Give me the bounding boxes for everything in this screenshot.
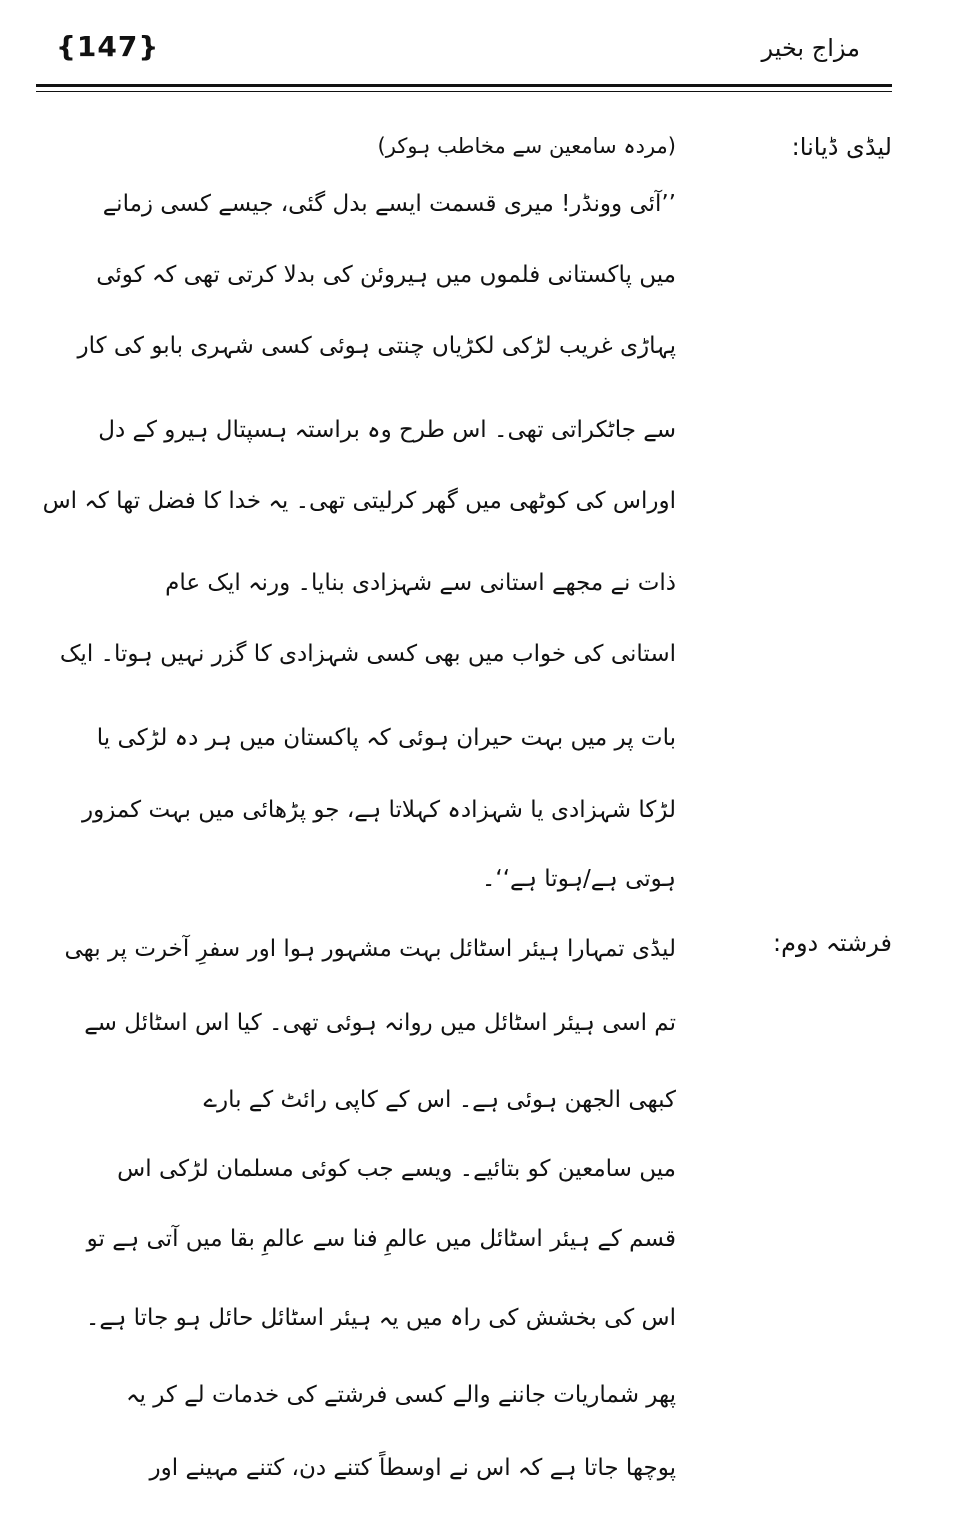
text-line: تم اسی ہیئر اسٹائل میں روانہ ہوئی تھی۔ کیا اس اسٹائل سے (84, 1010, 676, 1036)
speaker-lady-diana: لیڈی ڈیانا: (791, 133, 892, 161)
header-rule (36, 84, 892, 87)
text-line: بات پر میں بہت حیران ہوئی کہ پاکستان میں ہر دہ لڑکی یا (96, 725, 676, 751)
text-line: استانی کی خواب میں بھی کسی شہزادی کا گزر نہیں ہوتا۔ ایک (59, 641, 676, 667)
text-line: پہاڑی غریب لڑکی لکڑیاں چنتی ہوئی کسی شہری بابو کی کار (77, 333, 676, 359)
text-line: میں پاکستانی فلموں میں ہیروئن کی بدلا کرتی تھی کہ کوئی (96, 262, 676, 288)
text-line: ہوتی ہے/ہوتا ہے‘‘۔ (481, 866, 676, 892)
text-line: اس کی بخشش کی راہ میں یہ ہیئر اسٹائل حائل ہو جاتا ہے۔ (85, 1305, 676, 1331)
text-line: لیڈی تمہارا ہیئر اسٹائل بہت مشہور ہوا اور سفرِ آخرت پر بھی (64, 936, 676, 962)
text-line: پھر شماریات جاننے والے کسی فرشتے کی خدمات لے کر یہ (126, 1382, 676, 1408)
text-line: پوچھا جاتا ہے کہ اس نے اوسطاً کتنے دن، کتنے مہینے اور (149, 1455, 676, 1481)
speaker-second-angel: فرشتہ دوم: (773, 929, 892, 957)
text-line: میں سامعین کو بتائیے۔ ویسے جب کوئی مسلمان لڑکی اس (117, 1156, 676, 1182)
text-line: لڑکا شہزادی یا شہزادہ کہلاتا ہے، جو پڑھائی میں بہت کمزور (81, 797, 676, 823)
text-line: اوراس کی کوٹھی میں گھر کرلیتی تھی۔ یہ خدا کا فضل تھا کہ اس (42, 488, 676, 514)
text-line: کبھی الجھن ہوئی ہے۔ اس کے کاپی رائٹ کے بارے (203, 1087, 676, 1113)
text-line: ’’آئی وونڈر! میری قسمت ایسے بدل گئی، جیسے کسی زمانے (102, 191, 676, 217)
stage-direction: (مردہ سامعین سے مخاطب ہوکر) (377, 134, 676, 158)
page-number: {147} (56, 30, 160, 63)
text-line: سے جاٹکراتی تھی۔ اس طرح وہ براستہ ہسپتال ہیرو کے دل (98, 417, 676, 443)
header-rule-thin (36, 91, 892, 92)
text-line: ذات نے مجھے استانی سے شہزادی بنایا۔ ورنہ ایک عام (165, 570, 676, 596)
text-line: قسم کے ہیئر اسٹائل میں عالمِ فنا سے عالمِ بقا میں آتی ہے تو (86, 1226, 676, 1252)
book-title: مزاج بخیر (761, 34, 860, 62)
